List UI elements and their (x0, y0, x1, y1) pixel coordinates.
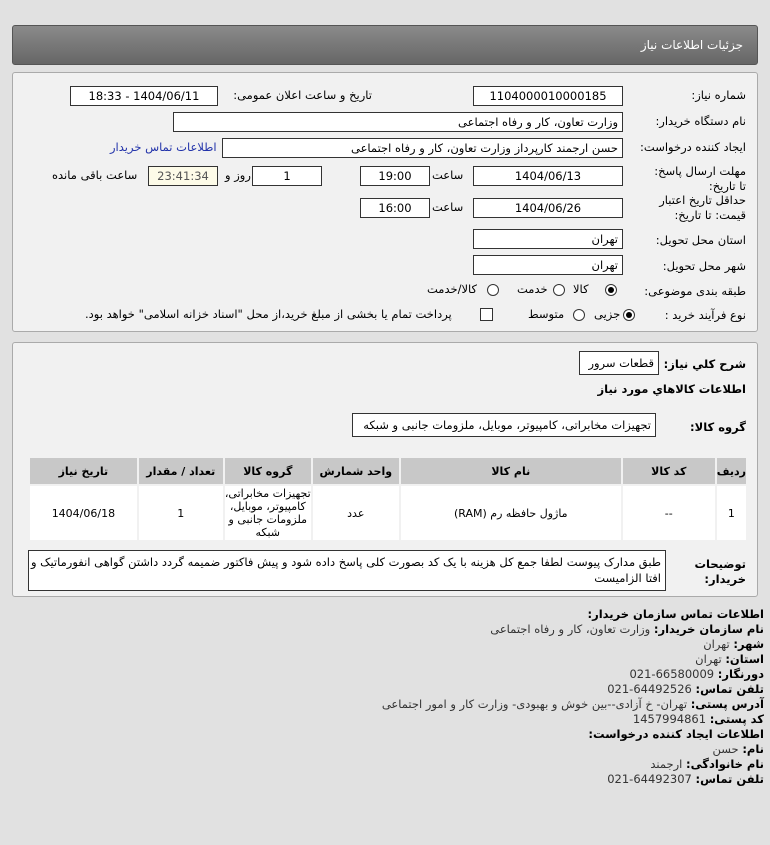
buyer-org-label: نام دستگاه خریدار: (655, 114, 746, 128)
process-option-minor: جزیی (594, 307, 621, 321)
org-value: وزارت تعاون، کار و رفاه اجتماعی (490, 622, 651, 636)
page-header (12, 25, 758, 65)
category-label: طبقه بندی موضوعی: (644, 284, 746, 298)
province-value: تهران (695, 652, 722, 666)
col-unit: واحد شمارش (312, 457, 400, 485)
province-field: تهران (473, 229, 623, 249)
address-value: تهران- خ آزادی--بین خوش و بهبودی- وزارت کار و امور اجتماعی (381, 697, 688, 711)
cell-date: 1404/06/18 (29, 485, 138, 541)
address-label: آدرس پستی: (690, 697, 764, 711)
org-label: نام سازمان خریدار: (653, 622, 764, 636)
cell-unit: عدد (312, 485, 400, 541)
creator-title: اطلاعات ایجاد کننده درخواست: (588, 727, 764, 741)
process-label: نوع فرآیند خرید : (664, 308, 746, 322)
category-radio-both[interactable] (487, 284, 499, 296)
family-value: ارجمند (650, 757, 683, 771)
process-radio-minor[interactable] (623, 309, 635, 321)
goods-table (28, 456, 748, 542)
remaining-label: ساعت باقی مانده (52, 168, 138, 182)
table-header-row (29, 457, 747, 485)
remaining-time-field: 23:41:34 (148, 166, 218, 186)
days-label: روز و (225, 168, 251, 182)
need-number-field: 1104000010000185 (473, 86, 623, 106)
fax-label: دورنگار: (717, 667, 764, 681)
phone-label: تلفن تماس: (695, 682, 764, 696)
cell-qty: 1 (138, 485, 224, 541)
city-field: تهران (473, 255, 623, 275)
city-label: شهر: (733, 637, 764, 651)
process-option-medium: متوسط (528, 307, 565, 321)
page-title: جزئیات اطلاعات نیاز (640, 38, 743, 52)
notes-label: توضیحات خریدار: (694, 557, 746, 586)
fax-value: 66580009-021 (629, 667, 715, 681)
summary-field: قطعات سرور (579, 351, 659, 375)
col-row: ردیف (716, 457, 747, 485)
creator-phone-value: 64492307-021 (607, 772, 692, 786)
province-label: استان: (725, 652, 764, 666)
col-name: نام کالا (400, 457, 622, 485)
city-label: شهر محل تحویل: (662, 259, 746, 273)
deadline-label: مهلت ارسال پاسخ: تا تاریخ: (654, 164, 746, 193)
creator-phone-label: تلفن تماس: (695, 772, 764, 786)
validity-label: حداقل تاریخ اعتبار قیمت: تا تاریخ: (659, 193, 746, 222)
deadline-time-field: 19:00 (360, 166, 430, 186)
province-label: استان محل تحویل: (655, 233, 746, 247)
creator-label: ایجاد کننده درخواست: (640, 140, 746, 154)
col-qty: تعداد / مقدار (138, 457, 224, 485)
group-field: تجهیزات مخابراتی، کامپیوتر، موبایل، ملزومات جانبی و شبکه (352, 413, 656, 437)
postal-label: کد پستی: (709, 712, 764, 726)
need-number-label: شماره نیاز: (691, 88, 746, 102)
table-row (29, 485, 747, 541)
treasury-payment-checkbox[interactable] (480, 308, 493, 321)
validity-time-field: 16:00 (360, 198, 430, 218)
buyer-contact-link[interactable]: اطلاعات تماس خریدار (110, 140, 217, 154)
city-value: تهران (703, 637, 730, 651)
cell-row: 1 (716, 485, 747, 541)
postal-value: 1457994861 (632, 712, 707, 726)
deadline-date-field: 1404/06/13 (473, 166, 623, 186)
cell-name: ماژول حافظه رم (RAM) (400, 485, 622, 541)
category-option-goods: کالا (573, 282, 589, 296)
category-radio-goods[interactable] (605, 284, 617, 296)
cell-group: تجهیزات مخابراتی، کامپیوتر، موبایل، ملزومات جانبی و شبکه (224, 487, 311, 539)
notes-field: طبق مدارک پیوست لطفا جمع کل هزینه با یک کد بصورت کلی پاسخ داده شود و پیش فاکتور ضمیمه گردد داشتن گواهی انفورماتیک و افتا الزامیست (28, 550, 666, 591)
days-field: 1 (252, 166, 322, 186)
buyer-contact-section (24, 607, 764, 787)
col-group: گروه کالا (224, 457, 312, 485)
name-label: نام: (742, 742, 764, 756)
creator-field: حسن ارجمند کارپرداز وزارت تعاون، کار و رفاه اجتماعی (222, 138, 623, 158)
name-value: حسن (712, 742, 739, 756)
deadline-time-label: ساعت (432, 168, 464, 182)
category-radio-service[interactable] (553, 284, 565, 296)
category-option-service: خدمت (517, 282, 548, 296)
family-label: نام خانوادگی: (686, 757, 764, 771)
col-code: کد کالا (622, 457, 716, 485)
col-date: تاریخ نیاز (29, 457, 138, 485)
payment-note: پرداخت تمام یا بخشی از مبلغ خرید،از محل "اسناد خزانه اسلامی" خواهد بود. (85, 307, 452, 321)
phone-value: 64492526-021 (607, 682, 692, 696)
category-option-both: کالا/خدمت (427, 282, 478, 296)
announce-label: تاریخ و ساعت اعلان عمومی: (233, 88, 372, 102)
announce-field: 1404/06/11 - 18:33 (70, 86, 218, 106)
group-label: گروه کالا: (690, 420, 746, 434)
process-radio-medium[interactable] (573, 309, 585, 321)
validity-time-label: ساعت (432, 200, 464, 214)
summary-label: شرح کلي نياز: (663, 357, 746, 371)
cell-code: -- (622, 485, 716, 541)
validity-date-field: 1404/06/26 (473, 198, 623, 218)
contact-title: اطلاعات تماس سازمان خریدار: (587, 607, 764, 621)
buyer-org-field: وزارت تعاون، کار و رفاه اجتماعی (173, 112, 623, 132)
goods-title: اطلاعات کالاهاي مورد نياز (597, 382, 746, 396)
